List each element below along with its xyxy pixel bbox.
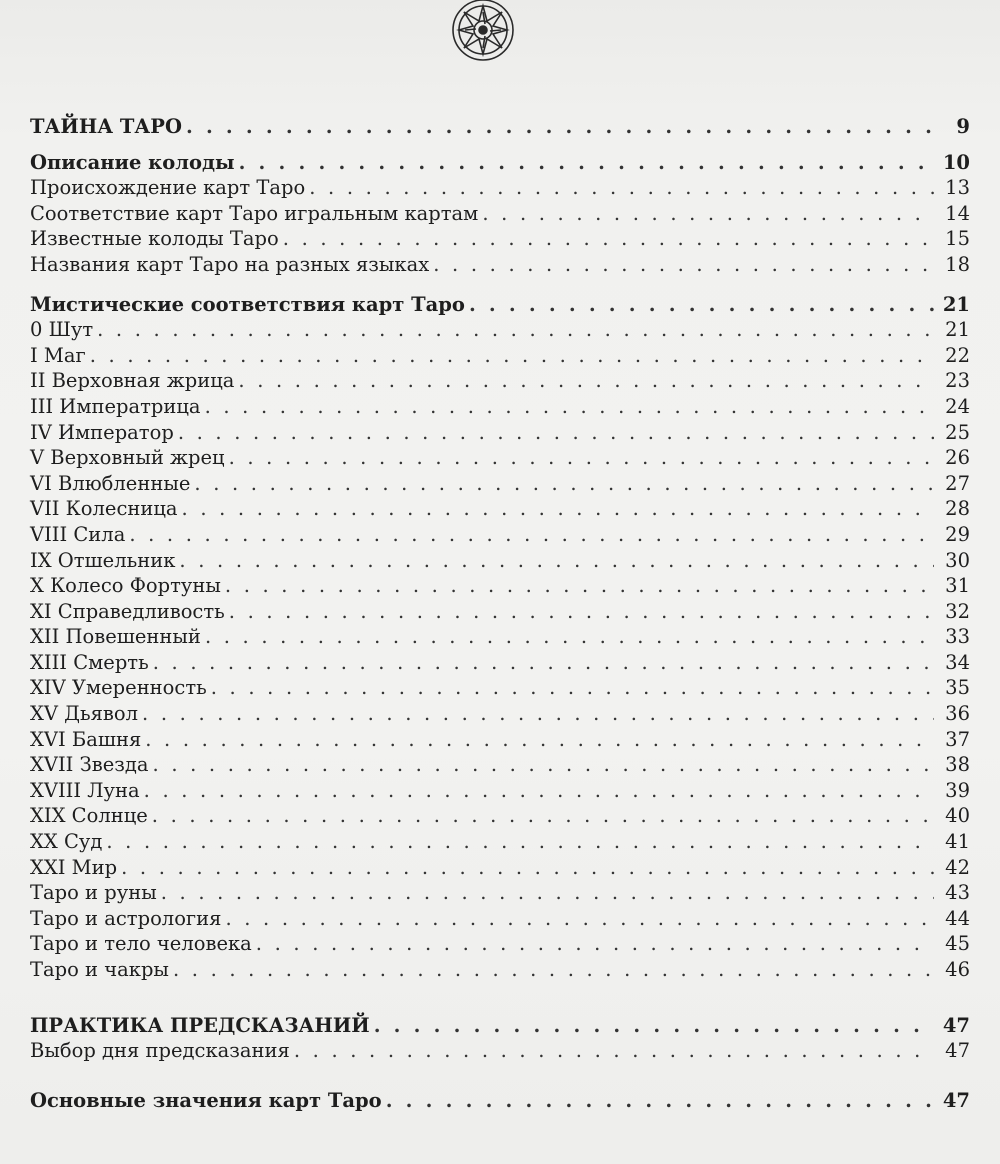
toc-entry[interactable] <box>30 522 970 548</box>
dot-leader <box>256 931 934 957</box>
toc-entry-title: Выбор дня предсказания <box>30 1039 290 1063</box>
toc-entry-title: Таро и тело человека <box>30 932 252 956</box>
dot-leader <box>121 855 934 881</box>
dot-leader <box>433 252 934 278</box>
dot-leader <box>205 624 934 650</box>
toc-page-number: 22 <box>945 343 970 367</box>
toc-page-number: 45 <box>945 932 970 956</box>
toc-page-number: 27 <box>945 471 970 495</box>
toc-entry-title: XIX Солнце <box>30 804 148 828</box>
toc-entry-title: 0 Шут <box>30 318 94 342</box>
toc-entry[interactable] <box>30 752 970 778</box>
dot-leader <box>205 394 934 420</box>
dot-leader <box>97 317 934 343</box>
toc-entry[interactable] <box>30 252 970 278</box>
toc-page-number: 28 <box>945 497 970 521</box>
toc-entry-title: Известные колоды Таро <box>30 227 279 251</box>
toc-entry[interactable] <box>30 701 970 727</box>
toc-entry-title: IX Отшельник <box>30 548 176 572</box>
dot-leader <box>153 650 934 676</box>
toc-page-number: 33 <box>945 625 970 649</box>
dot-leader <box>386 1088 934 1114</box>
toc-entry-title: VIII Сила <box>30 522 126 546</box>
toc-entry[interactable] <box>30 957 970 983</box>
toc-entry[interactable] <box>30 624 970 650</box>
toc-entry-title: Таро и чакры <box>30 958 169 981</box>
toc-entry[interactable] <box>30 226 970 252</box>
toc-entry-title: XV Дьявол <box>30 702 139 726</box>
toc-entry[interactable] <box>30 1038 970 1064</box>
toc-entry[interactable] <box>30 727 970 753</box>
toc-page-number: 47 <box>942 1013 970 1037</box>
toc-page-number: 29 <box>945 522 970 546</box>
toc-entry[interactable] <box>30 471 970 497</box>
toc-entry-title: X Колесо Фортуны <box>30 574 221 598</box>
dot-leader <box>225 906 934 932</box>
toc-entry-title: VI Влюбленные <box>30 471 191 495</box>
dot-leader <box>152 803 934 829</box>
toc-entry-title: I Маг <box>30 343 86 367</box>
toc-entry[interactable] <box>30 175 970 201</box>
toc-entry-title: XVI Башня <box>30 727 142 751</box>
dot-leader <box>145 727 934 753</box>
dot-leader <box>229 445 934 471</box>
dot-leader <box>211 675 934 701</box>
toc-section-heading[interactable] <box>30 1013 970 1039</box>
toc-page-number: 36 <box>945 702 970 726</box>
toc-page-number: 25 <box>945 420 970 444</box>
toc-entry[interactable] <box>30 317 970 343</box>
dot-leader <box>144 778 934 804</box>
toc-page-number: 30 <box>945 548 970 572</box>
toc-entry[interactable] <box>30 343 970 369</box>
toc-page-number: 23 <box>945 369 970 393</box>
toc-entry-title: XVII Звезда <box>30 753 149 777</box>
toc-entry-title: Названия карт Таро на разных языках <box>30 252 430 276</box>
toc-entry[interactable] <box>30 599 970 625</box>
toc-entry-title: Описание колоды <box>30 150 235 174</box>
toc-entry-title: XVIII Луна <box>30 778 140 802</box>
toc-page-number: 35 <box>945 676 970 700</box>
toc-page-number: 14 <box>945 201 970 225</box>
toc-entry-title: XIII Смерть <box>30 650 149 674</box>
toc-entry[interactable] <box>30 420 970 446</box>
dot-leader <box>283 226 934 252</box>
toc-entry-title: Мистические соответствия карт Таро <box>30 292 465 316</box>
toc-entry[interactable] <box>30 803 970 829</box>
dot-leader <box>239 150 934 176</box>
dot-leader <box>469 292 934 318</box>
toc-entry-title: XIV Умеренность <box>30 676 207 700</box>
toc-page-number: 18 <box>945 252 970 276</box>
dot-leader <box>129 522 934 548</box>
dot-leader <box>482 201 934 227</box>
toc-entry[interactable] <box>30 548 970 574</box>
toc-entry[interactable] <box>30 368 970 394</box>
toc-entry-title: Происхождение карт Таро <box>30 176 306 200</box>
toc-page-number: 21 <box>942 292 970 316</box>
toc-entry[interactable] <box>30 880 970 906</box>
dot-leader <box>153 752 934 778</box>
toc-entry[interactable] <box>30 496 970 522</box>
toc-entry-title: Таро и руны <box>30 881 157 905</box>
toc-page-number: 40 <box>945 804 970 828</box>
toc-section-heading[interactable] <box>30 114 970 140</box>
toc-page-number: 43 <box>945 881 970 905</box>
toc-entry[interactable] <box>30 931 970 957</box>
toc-page-number: 34 <box>945 650 970 674</box>
dot-leader <box>178 420 934 446</box>
toc-page-number: 44 <box>945 906 970 930</box>
table-of-contents <box>30 114 970 1113</box>
dot-leader <box>179 548 934 574</box>
toc-page-number: 42 <box>945 855 970 879</box>
dot-leader <box>142 701 934 727</box>
dot-leader <box>309 175 934 201</box>
dot-leader <box>238 368 934 394</box>
toc-page-number: 31 <box>945 574 970 598</box>
toc-page-number: 9 <box>956 115 970 138</box>
toc-page-number: 37 <box>945 727 970 751</box>
toc-page-number: 41 <box>945 830 970 854</box>
toc-entry-title: V Верховный жрец <box>30 446 225 470</box>
toc-entry-title: IV Император <box>30 420 174 444</box>
toc-page-number: 47 <box>942 1088 970 1112</box>
dot-leader <box>106 829 934 855</box>
toc-entry-title: Основные значения карт Таро <box>30 1088 382 1112</box>
dot-leader <box>229 599 934 625</box>
toc-entry[interactable] <box>30 675 970 701</box>
toc-entry[interactable] <box>30 573 970 599</box>
toc-page-number: 10 <box>942 150 970 174</box>
toc-entry[interactable] <box>30 445 970 471</box>
toc-entry[interactable] <box>30 650 970 676</box>
toc-subsection-heading[interactable] <box>30 1088 970 1114</box>
toc-entry-title: XII Повешенный <box>30 625 201 649</box>
toc-entry-title: III Императрица <box>30 394 201 418</box>
toc-page-number: 26 <box>945 446 970 470</box>
dot-leader <box>194 471 934 497</box>
toc-entry[interactable] <box>30 855 970 881</box>
dot-leader <box>90 343 934 369</box>
toc-entry[interactable] <box>30 829 970 855</box>
toc-entry-title: XX Суд <box>30 830 103 854</box>
toc-page-number: 32 <box>945 599 970 623</box>
toc-page-number: 39 <box>945 778 970 802</box>
toc-page-number: 15 <box>945 227 970 251</box>
dot-leader <box>294 1038 934 1064</box>
toc-page-number: 24 <box>945 394 970 418</box>
dot-leader <box>161 880 934 906</box>
toc-entry-title: ТАЙНА ТАРО <box>30 115 182 138</box>
toc-subsection-heading[interactable] <box>30 292 970 318</box>
toc-page-number: 21 <box>945 318 970 342</box>
compass-star-ornament-icon <box>438 0 528 80</box>
dot-leader <box>173 957 934 983</box>
toc-entry[interactable] <box>30 201 970 227</box>
toc-page-number: 47 <box>945 1039 970 1063</box>
dot-leader <box>186 114 934 140</box>
toc-entry-title: XI Справедливость <box>30 599 225 623</box>
toc-entry-title: Таро и астрология <box>30 906 222 930</box>
toc-entry-title: VII Колесница <box>30 497 178 521</box>
dot-leader <box>182 496 934 522</box>
toc-page-number: 46 <box>945 958 970 981</box>
toc-entry-title: XXI Мир <box>30 855 118 879</box>
dot-leader <box>374 1013 934 1039</box>
toc-entry-title: Соответствие карт Таро игральным картам <box>30 201 479 225</box>
dot-leader <box>225 573 934 599</box>
toc-entry[interactable] <box>30 906 970 932</box>
toc-page-number: 13 <box>945 176 970 200</box>
toc-entry-title: II Верховная жрица <box>30 369 235 393</box>
toc-subsection-heading[interactable] <box>30 150 970 176</box>
toc-entry[interactable] <box>30 778 970 804</box>
toc-entry-title: ПРАКТИКА ПРЕДСКАЗАНИЙ <box>30 1013 370 1037</box>
toc-page-number: 38 <box>945 753 970 777</box>
toc-entry[interactable] <box>30 394 970 420</box>
